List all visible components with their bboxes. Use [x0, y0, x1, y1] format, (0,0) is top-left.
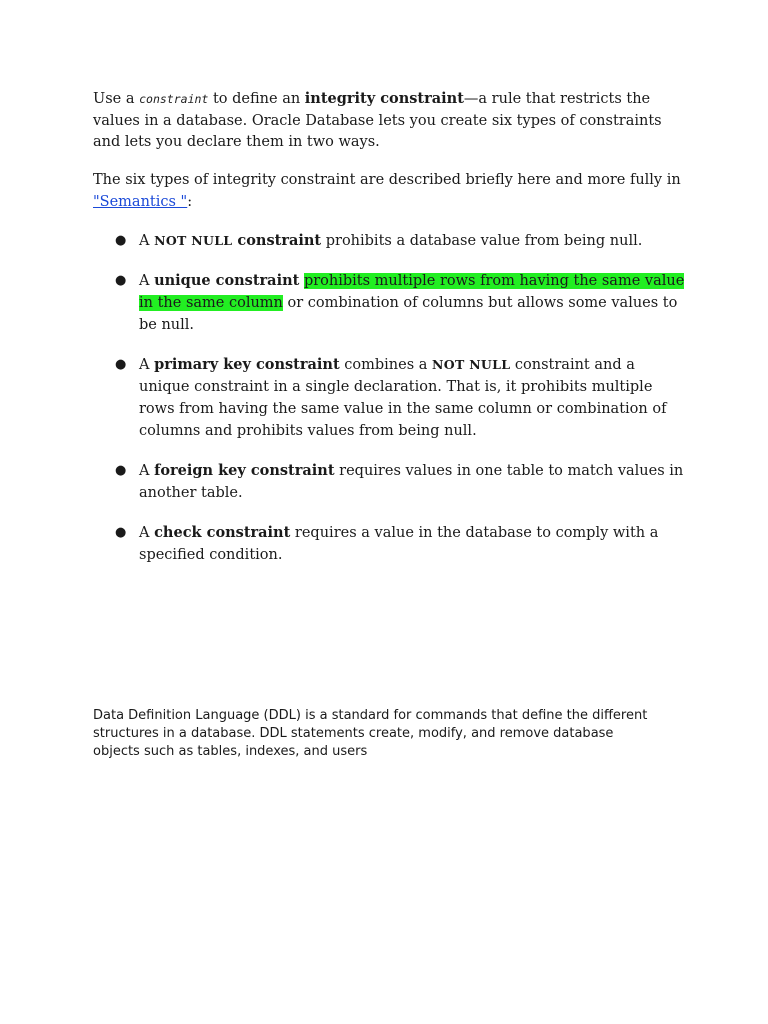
item-term: check constraint [154, 524, 291, 541]
item-term: unique constraint [154, 272, 300, 289]
item-term: foreign key constraint [154, 462, 335, 479]
ddl-paragraph: Data Definition Language (DDL) is a standard for commands that define the different structures in a database. DDL statements create, modify, and remove database objects such as tables, indexes, and users [93, 708, 648, 759]
not-null-keyword: NOT NULL [432, 357, 511, 372]
item-text: requires a value in the database to comply with a specified condition. [139, 525, 659, 563]
six-types-paragraph [93, 170, 685, 213]
list-item-not-null [115, 230, 687, 252]
list-item-check [115, 522, 687, 566]
six-types-colon: : [187, 193, 193, 210]
semantics-link[interactable]: "Semantics " [93, 193, 188, 210]
item-prefix: A [139, 525, 155, 541]
constraint-keyword: constraint [139, 92, 209, 106]
item-text: requires values in one table to match values in another table. [139, 463, 684, 501]
item-text: prohibits a database value from being null. [321, 233, 643, 249]
intro-text-3: —a rule that restricts the values in a database. Oracle Database lets you create six types of constraints and lets you declare them in two ways. [93, 91, 662, 150]
item-prefix: A [139, 463, 155, 479]
list-item-foreign-key [115, 460, 687, 504]
bullet-icon: ● [115, 233, 127, 248]
constraint-types-list [115, 230, 687, 584]
list-item-primary-key [115, 354, 687, 442]
highlighted-text: prohibits multiple rows from having the same value in the same column [139, 273, 685, 311]
item-prefix: A [139, 273, 155, 289]
integrity-constraint-term: integrity constraint [304, 90, 464, 107]
bullet-icon: ● [115, 357, 127, 372]
list-item-unique [115, 270, 687, 336]
item-term: constraint [232, 232, 322, 249]
not-null-keyword: NOT NULL [154, 233, 233, 248]
intro-text-1: Use a [93, 91, 140, 107]
item-term: primary key constraint [154, 356, 340, 373]
item-text: or combination of columns but allows some values to be null. [139, 295, 678, 333]
item-prefix: A [139, 357, 155, 373]
bullet-icon: ● [115, 463, 127, 478]
bullet-icon: ● [115, 273, 127, 288]
six-types-text: The six types of integrity constraint are described briefly here and more fully in [93, 172, 681, 188]
intro-text-2: to define an [208, 91, 305, 107]
item-prefix: A [139, 233, 155, 249]
item-text-2: constraint and a unique constraint in a single declaration. That is, it prohibits multiple rows from having the same value in the same column or combination of columns and prohibits values from being null. [139, 357, 667, 439]
intro-paragraph [93, 88, 685, 154]
bullet-icon: ● [115, 525, 127, 540]
item-text-1: combines a [339, 357, 433, 373]
